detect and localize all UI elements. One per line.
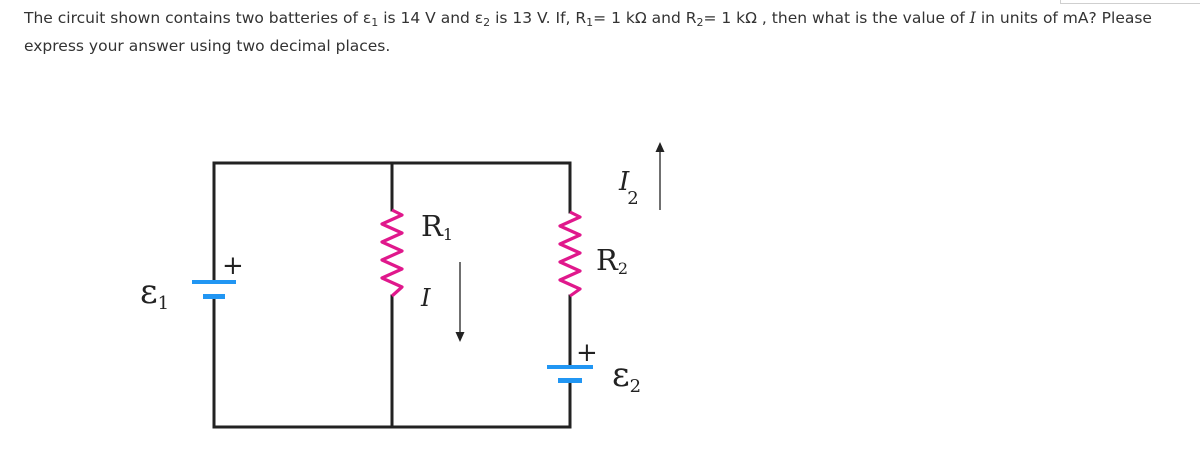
battery1-plus-sign: + [222,251,244,281]
battery-emf1 [192,280,236,299]
current-i-label: I [421,284,431,312]
resistor-r2 [560,212,580,296]
emf2-label: ε2 [612,355,642,397]
r1-label: R1 [421,209,454,244]
question-text: The circuit shown contains two batteries of $\varepsilon_1$ is 14 V and $\varepsilon_2$ is 13 V. If, $R_1= 1$ kΩ and $R_2= 1$ kΩ , then what is the value of I in units of mA? Please express your answer using two decimal places. [24,9,1152,55]
emf1-label: ε1 [140,272,170,314]
current-i2-arrow [656,142,665,210]
current-i-arrow [456,262,465,342]
r2-label: R2 [596,243,629,278]
resistor-r1 [382,210,402,296]
battery2-plus-sign: + [576,338,598,368]
battery1-short-plate [203,294,225,299]
current-i2-label: I 2 [619,167,639,209]
battery2-short-plate [558,378,582,383]
